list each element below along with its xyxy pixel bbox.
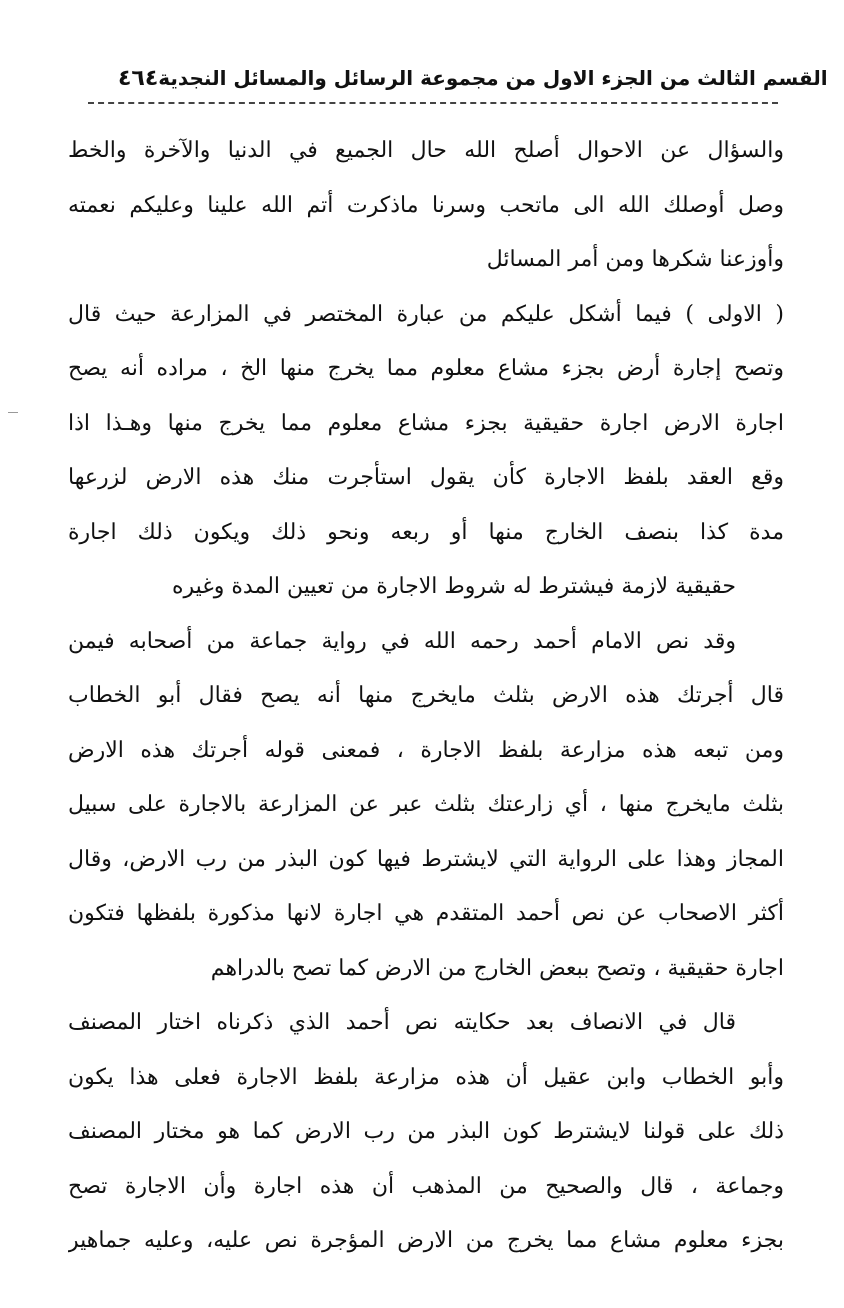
text-line: بثلث مايخرج منها ، أي زارعتك بثلث عبر عن المزارعة بالاجارة على سبيل [68, 792, 784, 817]
text-line: المجاز وهذا على الرواية التي لايشترط فيها كون البذر من رب الارض، وقال [68, 846, 784, 872]
page-number: ٤٦٤ [118, 65, 159, 91]
margin-mark [8, 412, 18, 413]
text-line: بجزء معلوم مشاع مما يخرج من الارض المؤجرة نص عليه، وعليه جماهير [68, 1228, 784, 1253]
text-line: وتصح إجارة أرض بجزء مشاع معلوم مما يخرج منها الخ ، مراده أنه يصح [68, 356, 784, 381]
text-line: حقيقية لازمة فيشترط له شروط الاجارة من تعيين المدة وغيره [171, 574, 736, 599]
running-header [100, 60, 828, 96]
text-line: وأبو الخطاب وابن عقيل أن هذه مزارعة بلفظ الاجارة فعلى هذا يكون [68, 1064, 784, 1090]
text-line: وقع العقد بلفظ الاجارة كأن يقول استأجرت منك هذه الارض لزرعها [68, 465, 784, 490]
text-line: قال في الانصاف بعد حكايته نص أحمد الذي ذكرناه اختار المصنف [68, 1010, 736, 1035]
text-line: ذلك على قولنا لايشترط كون البذر من رب الارض كما هو مختار المصنف [68, 1119, 784, 1144]
text-line: مدة كذا بنصف الخارج منها أو ربعه ونحو ذلك ويكون ذلك اجارة [68, 519, 784, 545]
text-line: قال أجرتك هذه الارض بثلث مايخرج منها أنه يصح فقال أبو الخطاب [68, 683, 784, 708]
text-line: وصل أوصلك الله الى ماتحب وسرنا ماذكرت أتم الله علينا وعليكم نعمته [68, 192, 784, 218]
running-header-title: القسم الثالث من الجزء الاول من مجموعة الرسائل والمسائل النجدية [158, 66, 828, 90]
text-line: اجارة حقيقية ، وتصح ببعض الخارج من الارض كما تصح بالدراهم [210, 955, 784, 981]
text-line: أكثر الاصحاب عن نص أحمد المتقدم هي اجارة لانها مذكورة بلفظها فتكون [68, 901, 784, 926]
text-line: ومن تبعه هذه مزارعة بلفظ الاجارة ، فمعنى قوله أجرتك هذه الارض [68, 737, 784, 763]
text-line: وقد نص الامام أحمد رحمه الله في رواية جماعة من أصحابه فيمن [68, 628, 736, 654]
text-line: وجماعة ، قال والصحيح من المذهب أن هذه اجارة وأن الاجارة تصح [68, 1173, 784, 1199]
text-line: ( الاولى ) فيما أشكل عليكم من عبارة المختصر في المزارعة حيث قال [68, 301, 784, 327]
text-line: وأوزعنا شكرها ومن أمر المسائل [486, 247, 784, 272]
text-line: والسؤال عن الاحوال أصلح الله حال الجميع في الدنيا والآخرة والخط [68, 138, 784, 163]
text-line: اجارة الارض اجارة حقيقية بجزء مشاع معلوم مما يخرج منها وهـذا اذا [68, 410, 784, 436]
body-text [68, 124, 784, 1269]
header-divider [88, 102, 778, 104]
